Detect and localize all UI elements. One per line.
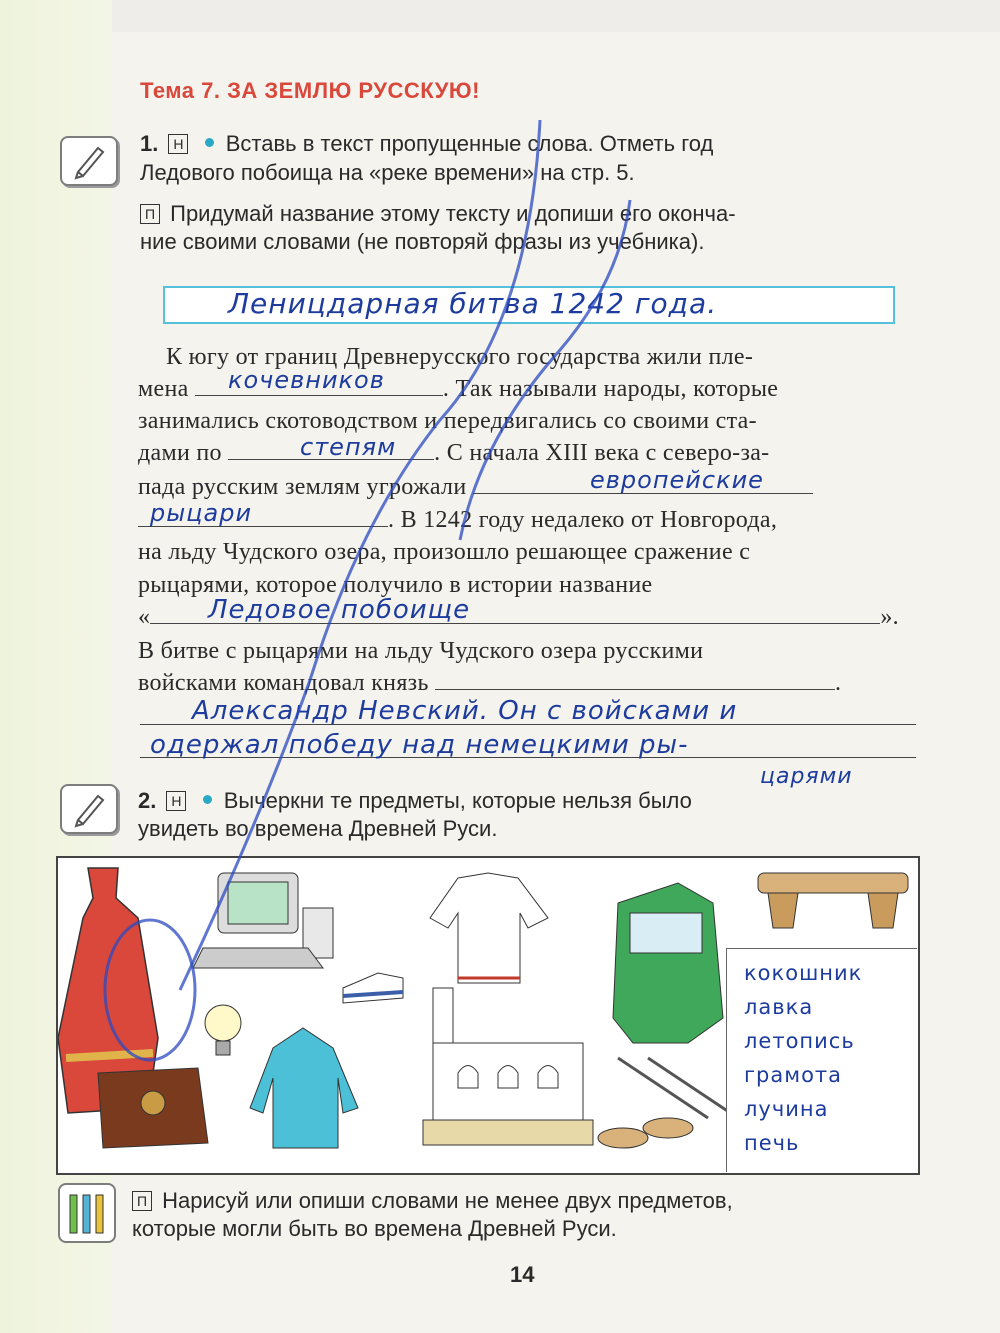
text-line11-start: войсками командовал князь <box>138 670 429 696</box>
title-answer: Леницдарная битва 1242 года. <box>228 287 718 320</box>
answer-6: Александр Невский. Он с войсками и <box>192 696 738 726</box>
answer-3: европейские <box>590 466 764 494</box>
page-number: 14 <box>510 1262 535 1287</box>
task3-line1-text: Нарисуй или опиши словами не менее двух предметов, <box>162 1188 733 1213</box>
text-line2-end: . Так называли народы, которые <box>442 376 779 402</box>
text-line6-end: . В 1242 году недалеко от Новгорода, <box>388 507 778 533</box>
word-item: кокошник <box>744 961 863 985</box>
text-line3: занимались скотоводством и передвигались со своими ста- <box>138 408 757 434</box>
task1-marker-n: Н <box>168 134 188 154</box>
task1-line3-text: Придумай название этому тексту и допиши его оконча- <box>170 201 736 226</box>
theme-title: Тема 7. ЗА ЗЕМЛЮ РУССКУЮ! <box>140 78 480 103</box>
handwriting-scribble <box>60 120 760 1100</box>
answer-5: Ледовое побоище <box>208 595 471 625</box>
task2-marker-n: Н <box>166 791 186 811</box>
answer-2: степям <box>300 433 397 461</box>
task2-line1-text: Вычеркни те предметы, которые нельзя было <box>223 788 692 813</box>
word-item: летопись <box>744 1029 855 1053</box>
text-line9-open: « <box>138 604 151 630</box>
scan-edge <box>112 0 1000 32</box>
answer-8: царями <box>760 764 853 789</box>
text-line9-close: ». <box>880 604 899 630</box>
task3-instruction-line1 <box>132 1188 733 1214</box>
word-item: лучина <box>744 1097 829 1121</box>
task1-line2: Ледового побоища на «реке времени» на стр. 5. <box>140 160 635 185</box>
text-line10: В битве с рыцарями на льду Чудского озера русскими <box>138 638 704 664</box>
task1-line4: ние своими словами (не повторяй фразы из учебника). <box>140 229 705 254</box>
word-item: лавка <box>744 995 814 1019</box>
word-list <box>744 956 862 1160</box>
word-item: грамота <box>744 1063 843 1087</box>
task1-number: 1. <box>140 131 159 156</box>
task3-marker-p: П <box>132 1191 152 1211</box>
text-line8: рыцарями, которое получило в истории название <box>138 572 653 598</box>
text-line5-start: пада русским землям угрожали <box>138 474 467 500</box>
text-line4-start: дами по <box>138 440 222 466</box>
text-line11-end: . <box>835 670 842 696</box>
task2-line2: увидеть во времена Древней Руси. <box>138 816 498 841</box>
text-line7: на льду Чудского озера, произошло решающее сражение с <box>138 539 751 565</box>
task3-line2: которые могли быть во времена Древней Руси. <box>132 1216 617 1241</box>
answer-4: рыцари <box>150 499 253 527</box>
answer-1: кочевников <box>228 366 385 394</box>
text-line1: К югу от границ Древнерусского государства жили пле- <box>166 344 754 370</box>
task1-marker-p: П <box>140 204 160 224</box>
bench-icon[interactable] <box>758 873 908 928</box>
task2-number: 2. <box>138 788 157 813</box>
text-line2-start: мена <box>138 376 189 402</box>
task1-line1-text: Вставь в текст пропущенные слова. Отметь год <box>225 131 714 156</box>
answer-7: одержал победу над немецкими ры- <box>150 730 689 760</box>
pencils-icon <box>58 1183 116 1243</box>
text-line4-end: . С начала XIII века с северо-за- <box>434 440 770 466</box>
lapti-icon[interactable] <box>598 1118 693 1148</box>
word-item: печь <box>744 1131 800 1155</box>
